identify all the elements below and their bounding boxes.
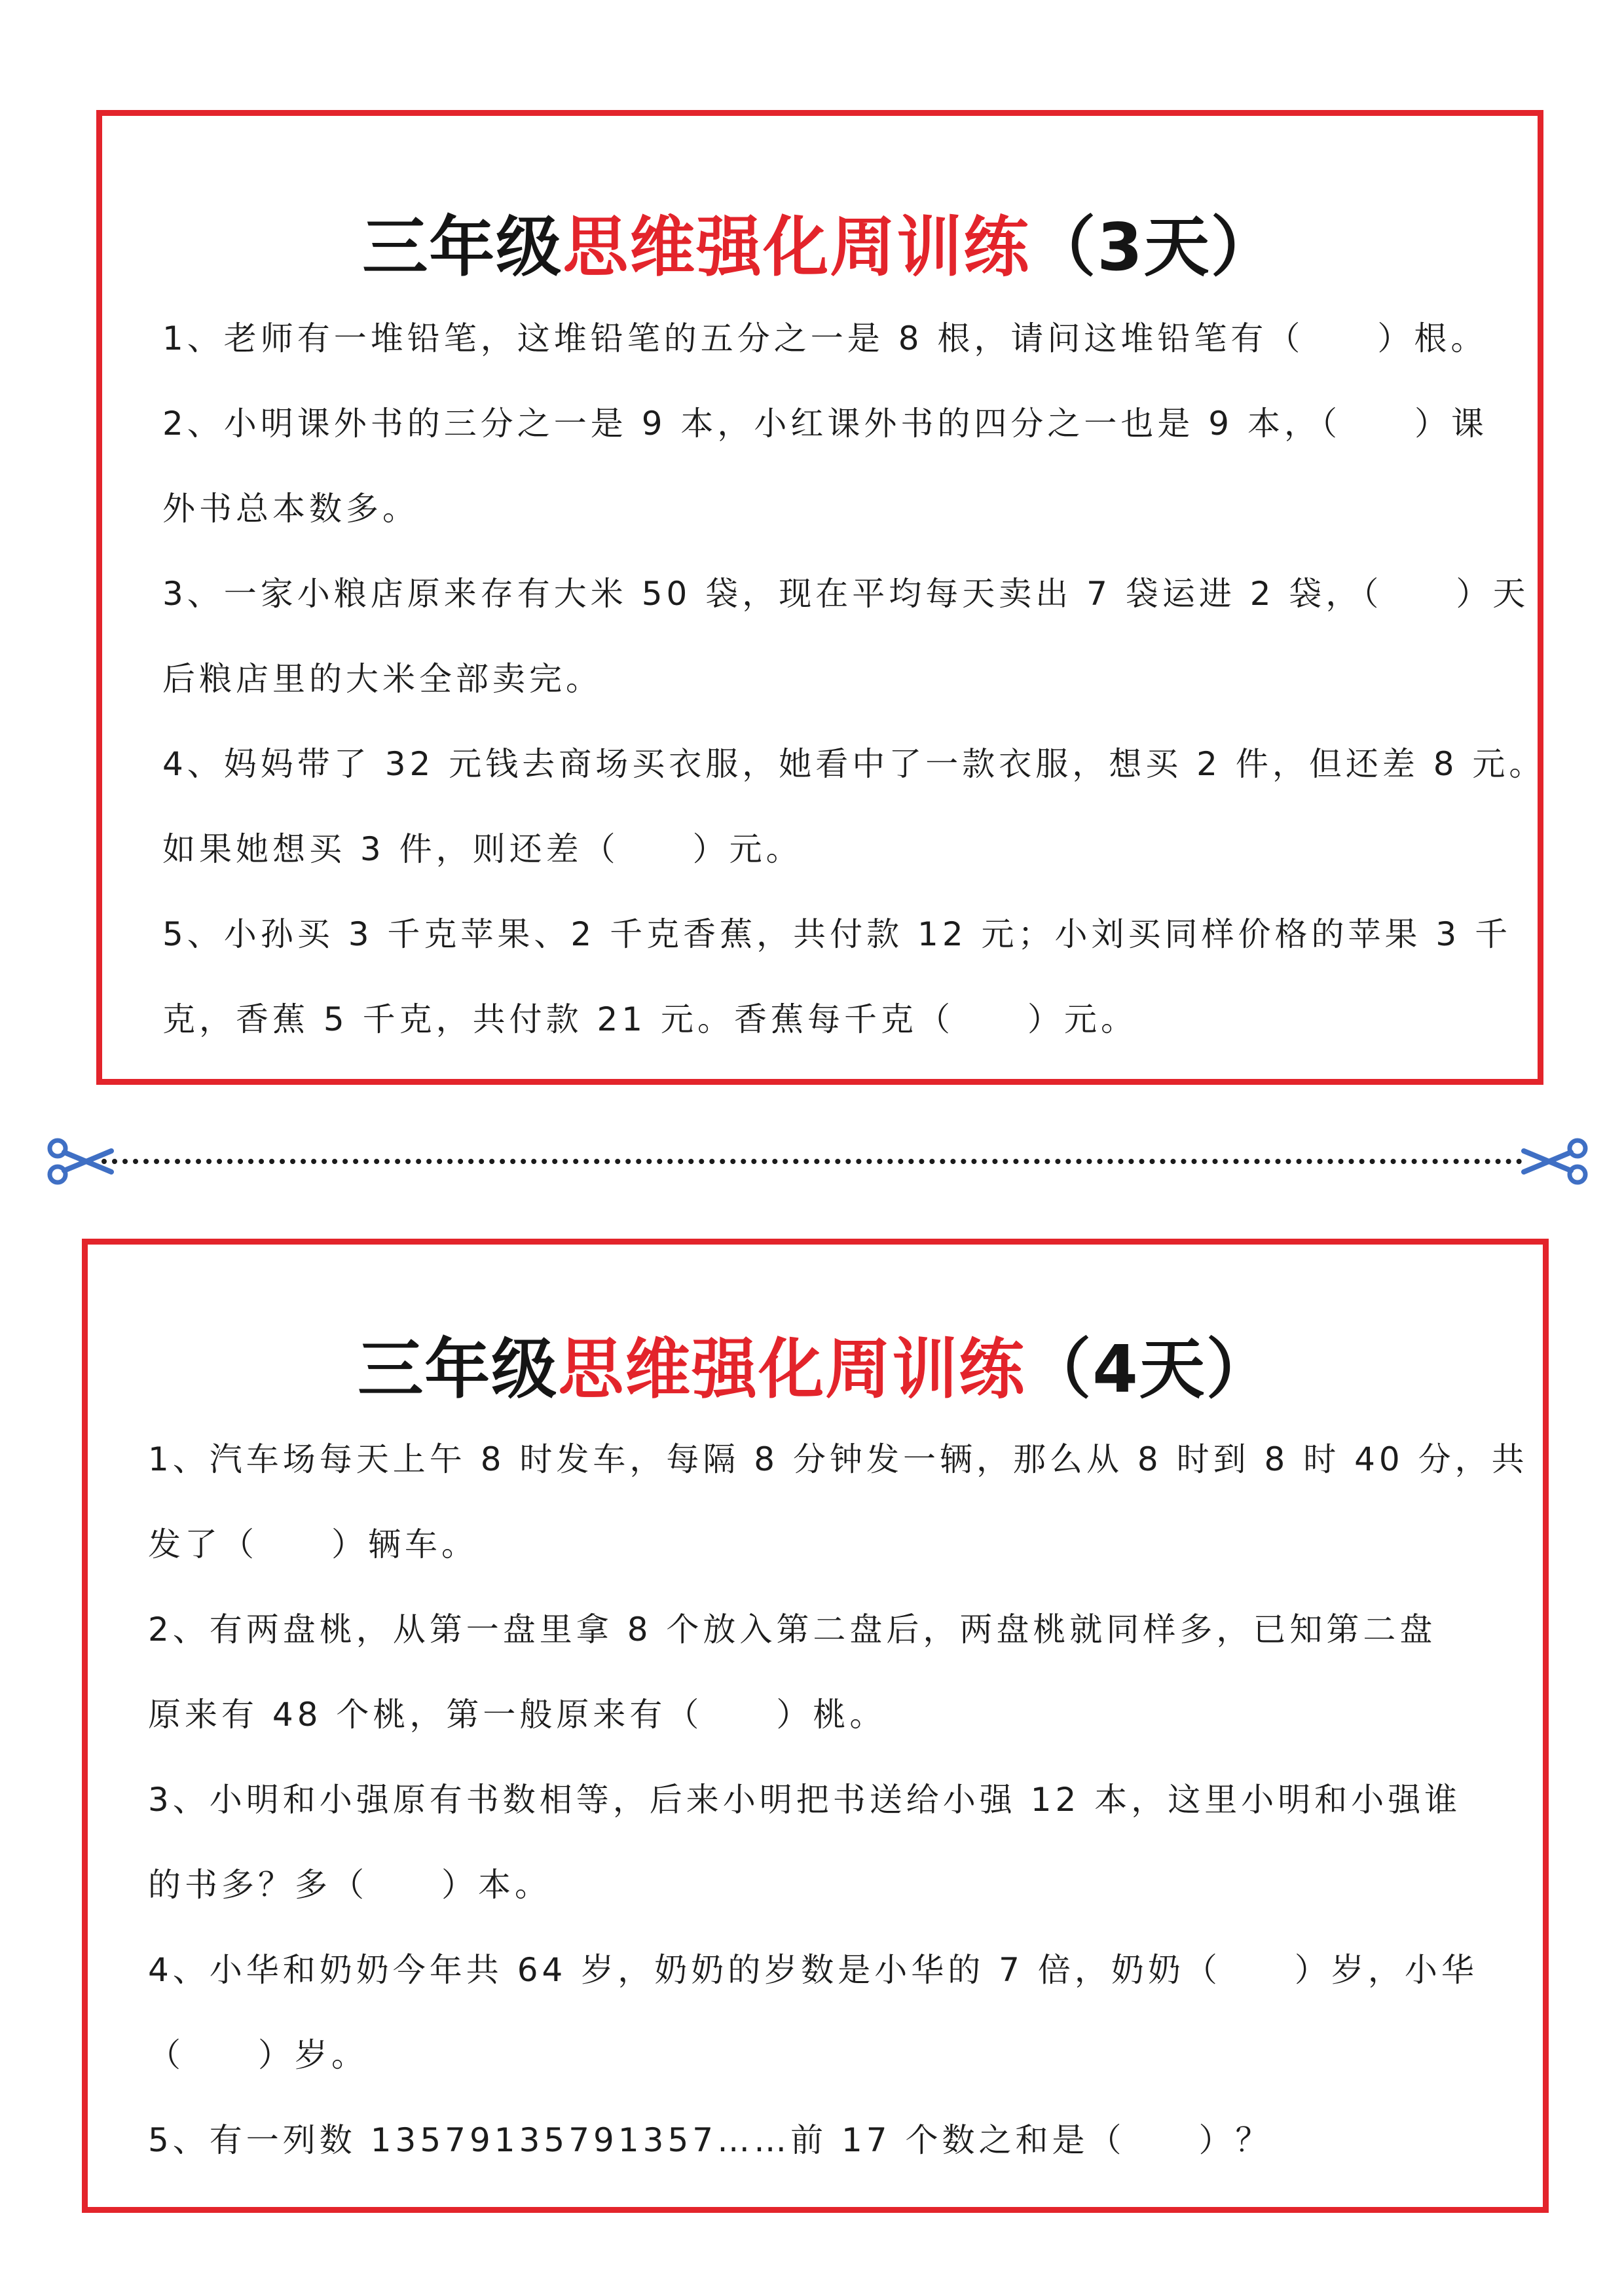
card-title <box>102 194 1538 289</box>
question-line: 4、妈妈带了 32 元钱去商场买衣服，她看中了一款衣服，想买 2 件，但还差 8 元。 <box>162 745 1546 783</box>
question-line: 如果她想买 3 件，则还差（ ）元。 <box>162 830 803 868</box>
worksheet-card-day4 <box>82 1239 1549 2213</box>
question-line: 2、小明课外书的三分之一是 9 本，小红课外书的四分之一也是 9 本，（ ）课 <box>162 405 1488 443</box>
scissors-icon <box>1521 1138 1589 1188</box>
question-line: 发了（ ）辆车。 <box>148 1525 478 1563</box>
worksheet-card-day3 <box>96 110 1546 1085</box>
title-main: 思维强化周训练 <box>563 209 1031 285</box>
title-grade: 三年级 <box>362 209 563 285</box>
question-line: 5、有一列数 13579135791357……前 17 个数之和是（ ）？ <box>148 2121 1272 2159</box>
question-line: 3、小明和小强原有书数相等，后来小明把书送给小强 12 本，这里小明和小强谁 <box>148 1781 1462 1819</box>
dotted-cut-line <box>101 1159 1522 1164</box>
question-line: 5、小孙买 3 千克苹果、2 千克香蕉，共付款 12 元；小刘买同样价格的苹果 3 千 <box>162 915 1512 953</box>
question-line: 原来有 48 个桃，第一般原来有（ ）桃。 <box>148 1696 887 1734</box>
question-line: 外书总本数多。 <box>162 490 419 528</box>
title-grade: 三年级 <box>358 1331 559 1408</box>
question-line: 克，香蕉 5 千克，共付款 21 元。香蕉每千克（ ）元。 <box>162 1000 1138 1038</box>
question-line: 3、一家小粮店原来存有大米 50 袋，现在平均每天卖出 7 袋运进 2 袋，（ ）天 <box>162 575 1530 613</box>
question-line: 后粮店里的大米全部卖完。 <box>162 660 602 698</box>
question-line: 4、小华和奶奶今年共 64 岁，奶奶的岁数是小华的 7 倍，奶奶（ ）岁，小华 <box>148 1951 1478 1989</box>
question-line: 的书多？多（ ）本。 <box>148 1866 551 1904</box>
question-line: （ ）岁。 <box>148 2036 368 2074</box>
question-line: 2、有两盘桃，从第一盘里拿 8 个放入第二盘后，两盘桃就同样多，已知第二盘 <box>148 1611 1437 1649</box>
title-days: （3天） <box>1030 209 1278 285</box>
question-line: 1、老师有一堆铅笔，这堆铅笔的五分之一是 8 根，请问这堆铅笔有（ ）根。 <box>162 319 1488 357</box>
card-title <box>88 1317 1543 1411</box>
question-line: 1、汽车场每天上午 8 时发车，每隔 8 分钟发一辆，那么从 8 时到 8 时 40 分，共 <box>148 1440 1528 1478</box>
title-days: （4天） <box>1025 1331 1273 1408</box>
title-main: 思维强化周训练 <box>558 1331 1026 1408</box>
